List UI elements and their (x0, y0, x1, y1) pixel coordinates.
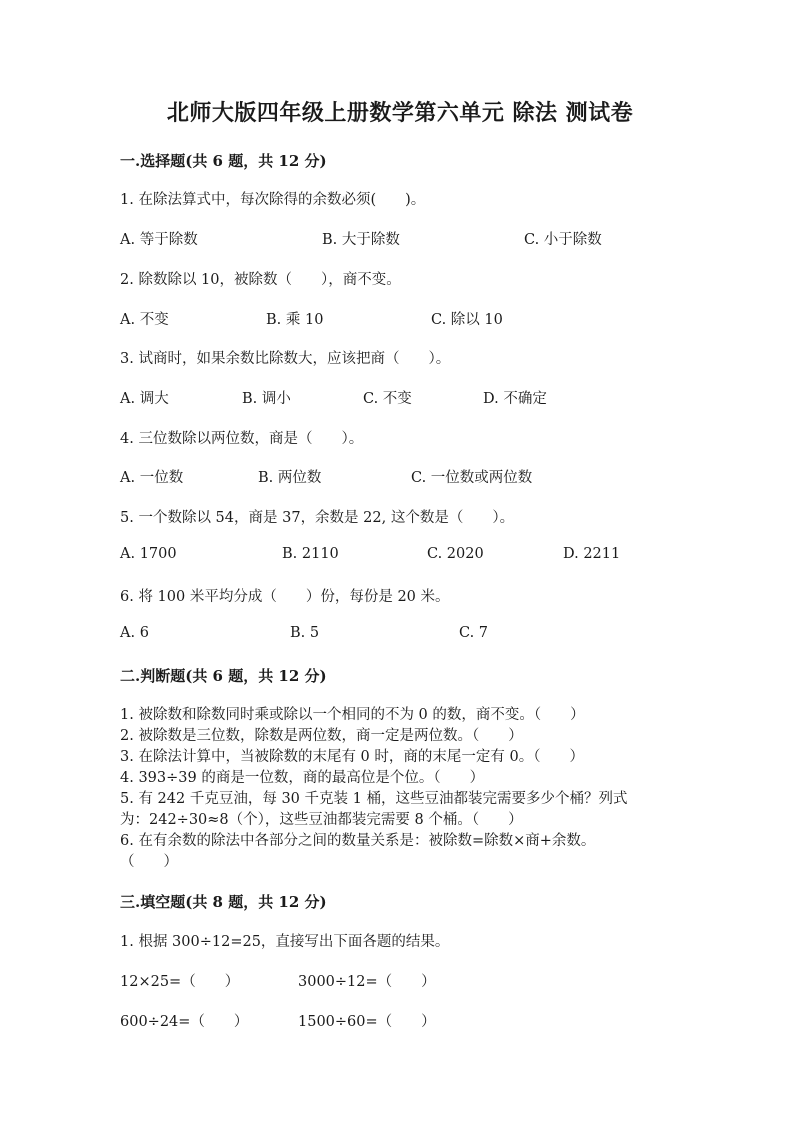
true-false-line: 2. 被除数是三位数，除数是两位数，商一定是两位数。（ ） (120, 728, 523, 744)
true-false-line: 为：242÷30≈8（个），这些豆油都装完需要 8 个桶。（ ） (120, 812, 523, 828)
choice-1-option-a: A. 等于除数 (120, 232, 198, 248)
choice-question-1: 1. 在除法算式中，每次除得的余数必须( )。 (120, 192, 426, 208)
choice-2-option-c: C. 除以 10 (431, 312, 503, 328)
choice-4-option-c: C. 一位数或两位数 (411, 470, 533, 486)
section-heading-choice: 一.选择题(共 6 题，共 12 分) (120, 152, 327, 170)
true-false-line: 3. 在除法计算中，当被除数的末尾有 0 时，商的末尾一定有 0。（ ） (120, 749, 584, 765)
choice-5-option-b: B. 2110 (282, 546, 339, 562)
choice-6-option-a: A. 6 (120, 625, 149, 641)
fill-item: 12×25=（ ） (120, 974, 240, 990)
choice-4-option-b: B. 两位数 (258, 470, 322, 486)
true-false-line: 1. 被除数和除数同时乘或除以一个相同的不为 0 的数，商不变。（ ） (120, 707, 585, 723)
choice-question-2: 2. 除数除以 10，被除数（ ），商不变。 (120, 272, 401, 288)
fill-item: 600÷24=（ ） (120, 1014, 249, 1030)
section-heading-fill-blank: 三.填空题(共 8 题，共 12 分) (120, 893, 327, 911)
choice-question-5: 5. 一个数除以 54，商是 37，余数是 22, 这个数是（ ）。 (120, 510, 515, 526)
fill-item: 1500÷60=（ ） (298, 1014, 436, 1030)
choice-3-option-c: C. 不变 (363, 391, 412, 407)
true-false-line: 4. 393÷39 的商是一位数，商的最高位是个位。（ ） (120, 770, 485, 786)
choice-5-option-c: C. 2020 (427, 546, 484, 562)
choice-question-6: 6. 将 100 米平均分成（ ）份，每份是 20 米。 (120, 589, 450, 605)
choice-2-option-b: B. 乘 10 (266, 312, 324, 328)
choice-3-option-a: A. 调大 (120, 391, 169, 407)
choice-1-option-b: B. 大于除数 (322, 232, 400, 248)
choice-5-option-a: A. 1700 (120, 546, 177, 562)
choice-6-option-c: C. 7 (459, 625, 489, 641)
choice-3-option-d: D. 不确定 (483, 391, 547, 407)
choice-1-option-c: C. 小于除数 (524, 232, 602, 248)
choice-3-option-b: B. 调小 (242, 391, 291, 407)
fill-item: 3000÷12=（ ） (298, 974, 436, 990)
true-false-line: （ ） (120, 854, 178, 870)
fill-question-1: 1. 根据 300÷12=25，直接写出下面各题的结果。 (120, 934, 450, 950)
true-false-line: 6. 在有余数的除法中各部分之间的数量关系是：被除数=除数×商+余数。 (120, 833, 596, 849)
choice-5-option-d: D. 2211 (563, 546, 621, 562)
choice-2-option-a: A. 不变 (120, 312, 169, 328)
choice-6-option-b: B. 5 (290, 625, 320, 641)
choice-4-option-a: A. 一位数 (120, 470, 184, 486)
true-false-list (120, 705, 680, 873)
choice-question-3: 3. 试商时，如果余数比除数大，应该把商（ ）。 (120, 351, 451, 367)
true-false-line: 5. 有 242 千克豆油，每 30 千克装 1 桶，这些豆油都装完需要多少个桶？列式 (120, 791, 628, 807)
choice-question-4: 4. 三位数除以两位数，商是（ ）。 (120, 431, 364, 447)
section-heading-true-false: 二.判断题(共 6 题，共 12 分) (120, 667, 327, 685)
page-title: 北师大版四年级上册数学第六单元 除法 测试卷 (166, 100, 634, 126)
